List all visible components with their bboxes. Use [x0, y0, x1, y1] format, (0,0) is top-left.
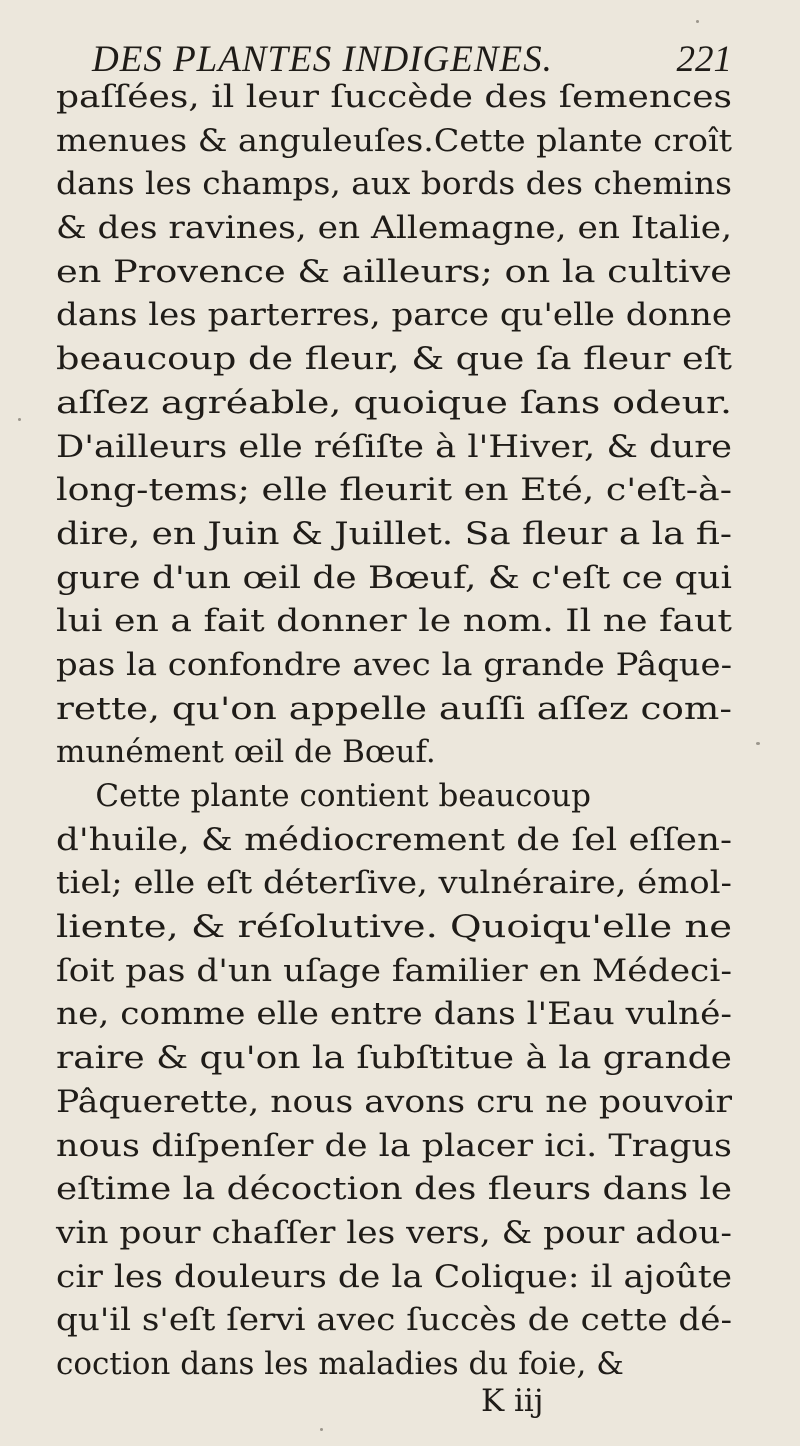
running-title: DES PLANTES INDIGENES.: [92, 39, 553, 80]
text-line: qu'il s'eſt ſervi avec ſuccès de cette dé-: [56, 1302, 732, 1339]
text-line: liente, & réſolutive. Quoiqu'elle ne: [56, 909, 733, 946]
text-line: Pâquerette, nous avons cru ne pouvoir: [56, 1083, 732, 1120]
text-line: paſſées, il leur ſuccède des ſemences: [56, 79, 733, 115]
text-line: d'huile, & médiocrement de ſel eſſen-: [56, 821, 733, 858]
text-line: munément œil de Bœuf.: [56, 734, 436, 771]
text-line: cir les douleurs de la Colique: il ajoûte: [56, 1258, 732, 1295]
text-line: Cette plante contient beaucoup: [56, 778, 591, 814]
text-line: pas la confondre avec la grande Pâque-: [56, 646, 733, 683]
text-line: beaucoup de fleur, & que ſa fleur eſt: [56, 341, 733, 378]
signature-mark: K iij: [481, 1383, 544, 1419]
text-line: en Provence & ailleurs; on la cultive: [56, 253, 733, 290]
text-line: tiel; elle eſt déterſive, vulnéraire, émol-: [56, 865, 732, 902]
text-line: vin pour chaſſer les vers, & pour adou-: [56, 1214, 733, 1251]
text-line: dans les champs, aux bords des chemins: [56, 166, 733, 203]
text-line: nous diſpenſer de la placer ici. Tragus: [56, 1127, 732, 1164]
paper-speck: [18, 418, 21, 421]
text-line: D'ailleurs elle réſiſte à l'Hiver, & dure: [56, 428, 732, 465]
text-line: menues & anguleuſes.Cette plante croît: [56, 122, 733, 159]
text-line: long-tems; elle fleurit en Eté, c'eſt-à-: [56, 472, 732, 509]
text-line: & des ravines, en Allemagne, en Italie,: [56, 210, 733, 247]
text-line: raire & qu'on la ſubſtitue à la grande: [56, 1040, 732, 1077]
paper-speck: [320, 1428, 323, 1431]
paper-speck: [756, 742, 760, 745]
text-line: coction dans les maladies du foie, &: [56, 1345, 624, 1382]
text-line: eſtime la décoction des fleurs dans le: [56, 1171, 733, 1208]
text-line: gure d'un œil de Bœuf, & c'eſt ce qui: [56, 559, 732, 596]
text-line: dans les parterres, parce qu'elle donne: [56, 297, 732, 334]
page-footer: [56, 1379, 732, 1423]
text-line: dire, en Juin & Juillet. Sa fleur a la fi-: [56, 515, 732, 552]
text-line: ne, comme elle entre dans l'Eau vulné-: [56, 996, 733, 1033]
text-line: rette, qu'on appelle auſſi aſſez com-: [56, 690, 732, 727]
text-line: lui en a fait donner le nom. Il ne faut: [56, 603, 732, 640]
text-line: ſoit pas d'un uſage familier en Médeci-: [56, 952, 732, 989]
body-text: [56, 76, 732, 1387]
text-line: aſſez agréable, quoique ſans odeur.: [56, 384, 733, 421]
page-number: 221: [676, 39, 732, 80]
paper-speck: [696, 20, 699, 23]
